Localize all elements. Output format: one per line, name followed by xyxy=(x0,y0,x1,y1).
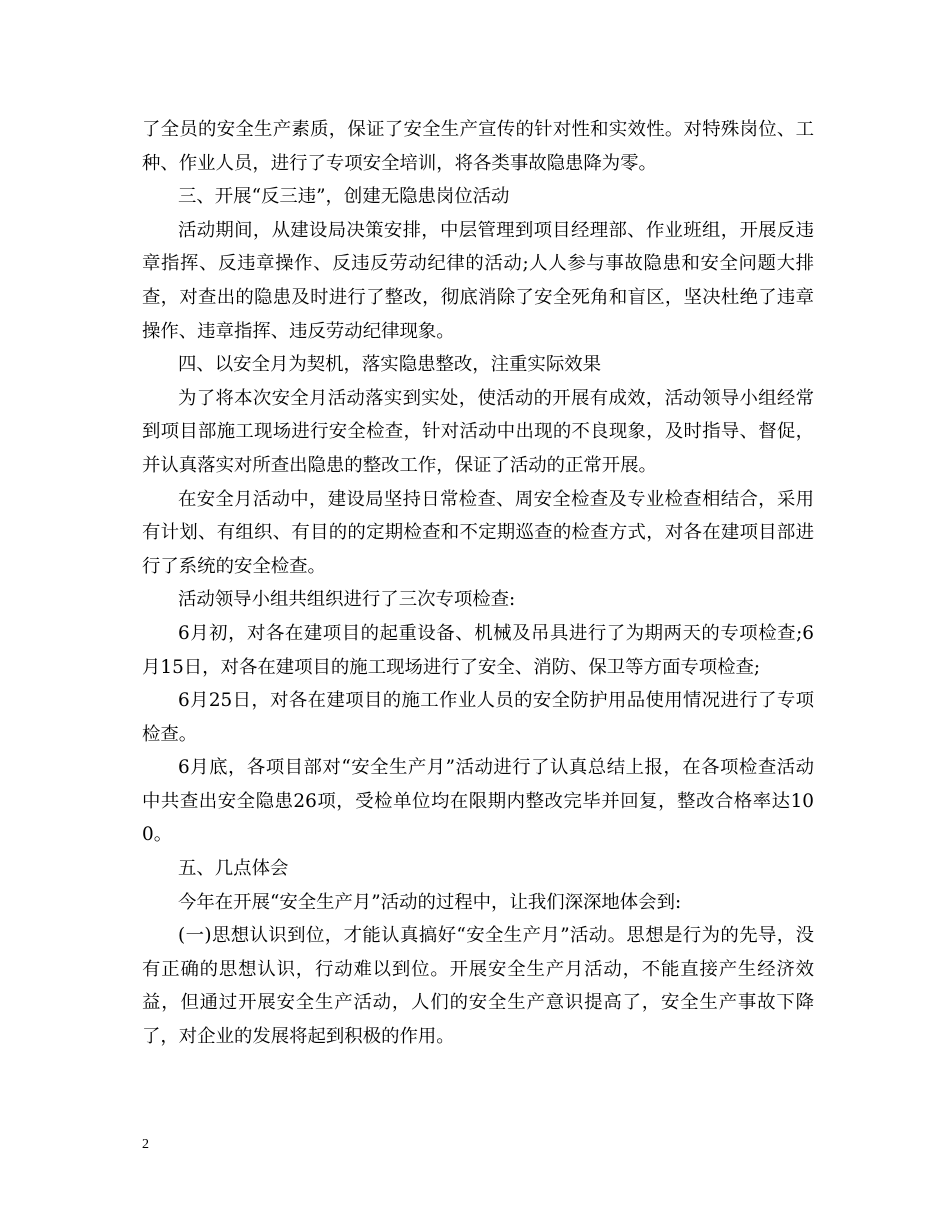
paragraph: 6月初，对各在建项目的起重设备、机械及吊具进行了为期两天的专项检查;6月15日，对各在建项目的施工现场进行了安全、消防、保卫等方面专项检查; xyxy=(142,622,814,678)
paragraph: 6月25日，对各在建项目的施工作业人员的安全防护用品使用情况进行了专项检查。 xyxy=(142,690,814,745)
paragraph: 在安全月活动中，建设局坚持日常检查、周安全检查及专业检查相结合，采用有计划、有组织、有目的的定期检查和不定期巡查的检查方式，对各在建项目部进行了系统的安全检查。 xyxy=(142,488,814,577)
paragraph: 活动领导小组共组织进行了三次专项检查: xyxy=(178,589,516,611)
section-heading: 五、几点体会 xyxy=(178,858,289,880)
paragraph: 6月底，各项目部对“安全生产月”活动进行了认真总结上报，在各项检查活动中共查出安全隐患26项，受检单位均在限期内整改完毕并回复，整改合格率达100。 xyxy=(142,757,814,846)
paragraph: 今年在开展“安全生产月”活动的过程中，让我们深深地体会到: xyxy=(178,891,682,913)
section-heading: 三、开展“反三违”，创建无隐患岗位活动 xyxy=(178,186,510,208)
section-heading: 四、以安全月为契机，落实隐患整改，注重实际效果 xyxy=(178,354,601,376)
paragraph: 活动期间，从建设局决策安排，中层管理到项目经理部、作业班组，开展反违章指挥、反违章操作、反违反劳动纪律的活动;人人参与事故隐患和安全问题大排查，对查出的隐患及时进行了整改，彻底消除了安全死角和盲区，坚决杜绝了违章操作、违章指挥、违反劳动纪律现象。 xyxy=(142,219,814,342)
document-body xyxy=(142,113,814,1054)
page-number: 2 xyxy=(142,1137,149,1152)
paragraph: (一)思想认识到位，才能认真搞好“安全生产月”活动。思想是行为的先导，没有正确的思想认识，行动难以到位。开展安全生产月活动，不能直接产生经济效益，但通过开展安全生产活动，人们的安全生产意识提高了，安全生产事故下降了，对企业的发展将起到积极的作用。 xyxy=(142,925,814,1048)
paragraph: 为了将本次安全月活动落实到实处，使活动的开展有成效，活动领导小组经常到项目部施工现场进行安全检查，针对活动中出现的不良现象，及时指导、督促，并认真落实对所查出隐患的整改工作，保证了活动的正常开展。 xyxy=(142,387,814,476)
paragraph: 了全员的安全生产素质，保证了安全生产宣传的针对性和实效性。对特殊岗位、工种、作业人员，进行了专项安全培训，将各类事故隐患降为零。 xyxy=(142,119,814,174)
